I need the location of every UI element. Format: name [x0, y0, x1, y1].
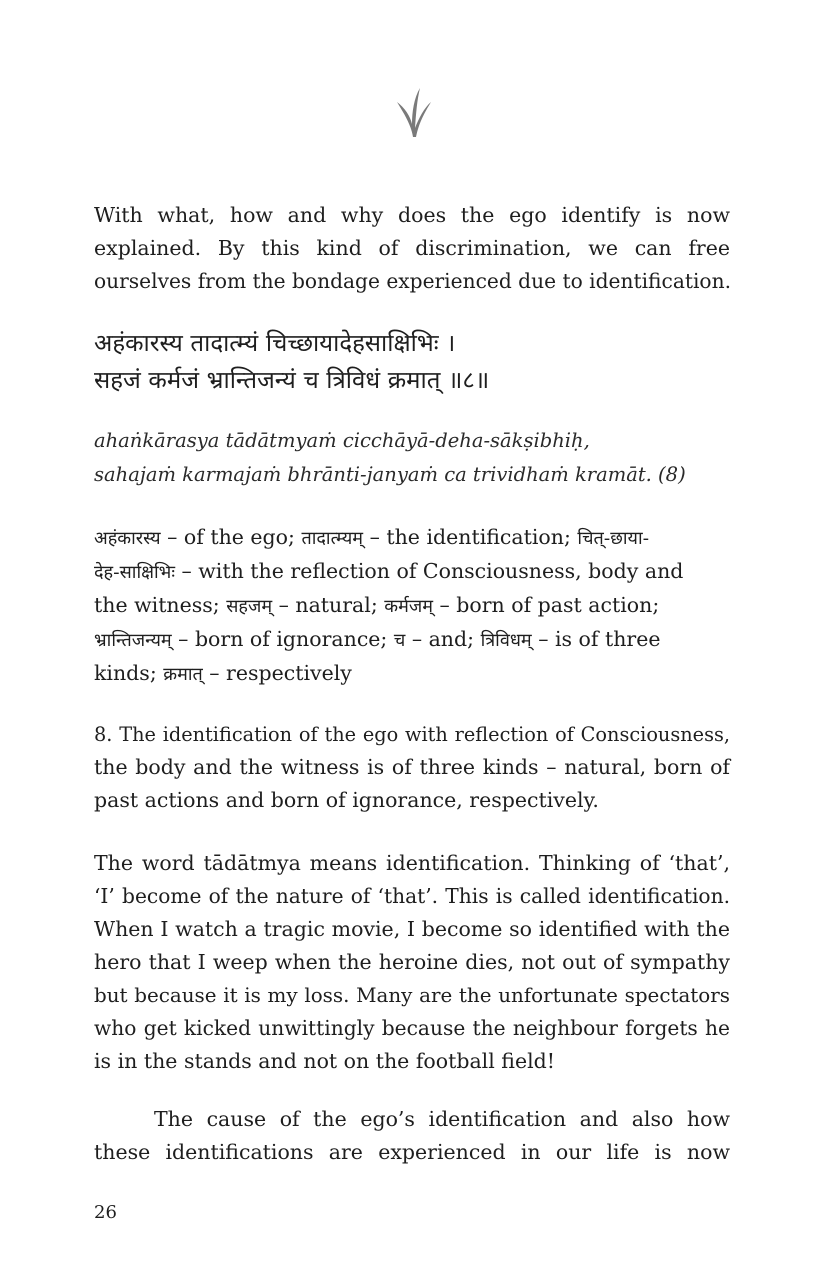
glossary-meaning: – born of ignorance; [171, 627, 394, 651]
glossary-meaning: – of the ego; [160, 525, 302, 549]
translation-line: 8. The identification of the ego with reflection of Consciousness, [94, 723, 730, 746]
glossary-word: सहजम् [226, 596, 273, 617]
leaf-sprig-icon [393, 84, 433, 138]
translation-line: the body and the witness is of three kinds – natural, born of [94, 755, 730, 779]
glossary-line [94, 555, 730, 589]
glossary-word: भ्रान्तिजन्यम् [94, 630, 172, 651]
translation-line: past actions and born of ignorance, respectively. [94, 788, 599, 812]
commentary-paragraph [94, 847, 730, 1078]
glossary-word: त्रिविधम् [480, 630, 532, 651]
word-glossary [94, 521, 730, 691]
intro-line: With what, how and why does the ego identify is now [94, 203, 730, 227]
glossary-line [94, 589, 730, 623]
commentary-line: When I watch a tragic movie, I become so identified with the [94, 917, 730, 941]
continuation-line: these identifications are experienced in our life is now [94, 1140, 730, 1164]
glossary-meaning: – is of three [531, 627, 661, 651]
glossary-meaning: the witness; [94, 593, 227, 617]
transliteration-line: sahajaṁ karmajaṁ bhrānti-janyaṁ ca trividhaṁ kramāt. (8) [94, 463, 686, 486]
glossary-word: कर्मजम् [384, 596, 433, 617]
glossary-meaning: – the identification; [363, 525, 578, 549]
page-number: 26 [94, 1202, 117, 1223]
glossary-word: अहंकारस्य [94, 528, 161, 549]
glossary-word: चित्-छाया- [577, 528, 650, 549]
glossary-meaning: – respectively [202, 661, 352, 685]
intro-line: explained. By this kind of discrimination, we can free [94, 236, 730, 260]
glossary-meaning: – and; [405, 627, 481, 651]
verse-translation [94, 718, 730, 817]
glossary-word: क्रमात् [163, 664, 203, 685]
transliteration-line: ahaṅkārasya tādātmyaṁ cicchāyā-deha-sākṣibhiḥ, [94, 429, 590, 452]
intro-line: ourselves from the bondage experienced due to identification. [94, 269, 732, 293]
glossary-word: तादात्म्यम् [301, 528, 364, 549]
glossary-word: देह-साक्षिभिः [94, 562, 175, 583]
glossary-line [94, 657, 730, 691]
glossary-line [94, 521, 730, 555]
intro-paragraph [94, 199, 730, 298]
transliteration [94, 424, 730, 492]
commentary-line: hero that I weep when the heroine dies, not out of sympathy [94, 950, 730, 974]
continuation-line: The cause of the ego’s identification and also how [154, 1107, 730, 1131]
commentary-line: ‘I’ become of the nature of ‘that’. This is called identification. [94, 884, 730, 908]
glossary-meaning: – with the reflection of Consciousness, body and [174, 559, 684, 583]
commentary-line: The word tādātmya means identification. Thinking of ‘that’, [94, 851, 730, 875]
verse-line: अहंकारस्य तादात्म्यं चिच्छायादेहसाक्षिभिः । [94, 329, 456, 357]
sanskrit-verse [94, 325, 730, 399]
glossary-word: च [393, 630, 406, 651]
glossary-meaning: – born of past action; [432, 593, 660, 617]
verse-line: सहजं कर्मजं भ्रान्तिजन्यं च त्रिविधं क्रमात् ॥८॥ [94, 366, 490, 394]
continuation-paragraph [94, 1103, 730, 1169]
glossary-meaning: – natural; [272, 593, 385, 617]
commentary-line: is in the stands and not on the football field! [94, 1049, 556, 1073]
commentary-line: who get kicked unwittingly because the neighbour forgets he [94, 1016, 730, 1040]
glossary-line [94, 623, 730, 657]
commentary-line: but because it is my loss. Many are the unfortunate spectators [94, 984, 730, 1007]
glossary-meaning: kinds; [94, 661, 164, 685]
